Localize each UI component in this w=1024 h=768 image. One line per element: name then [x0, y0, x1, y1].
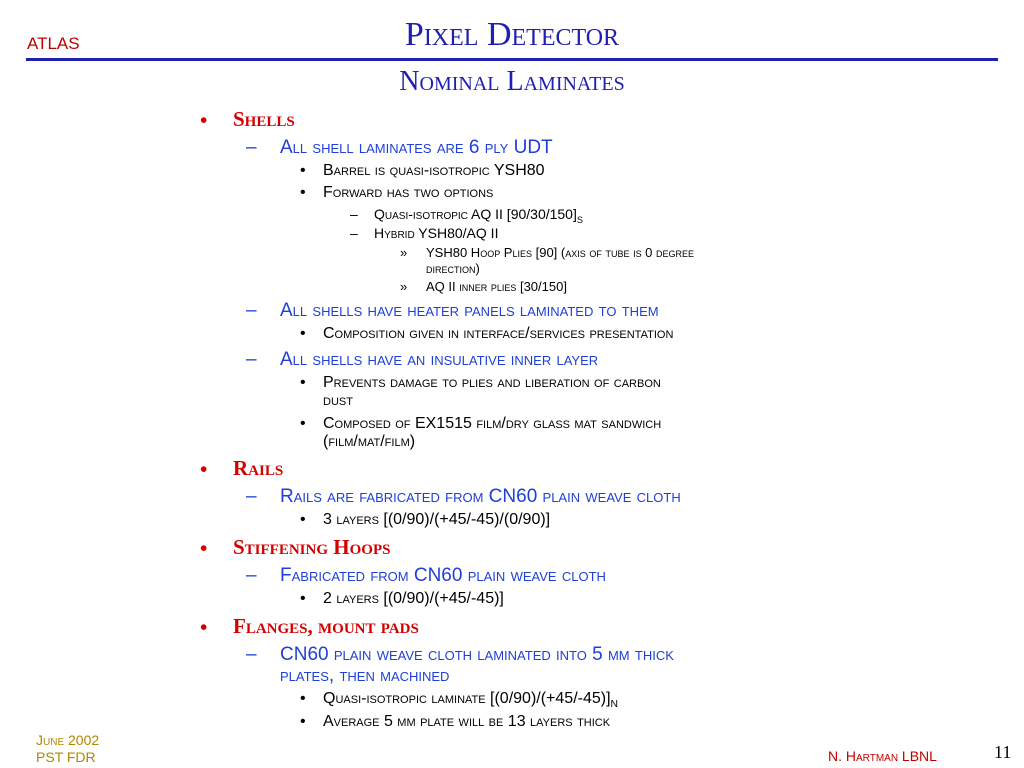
item-insulative-layer: All shells have an insulative inner layer — [280, 349, 599, 370]
bullet-level3: • — [300, 184, 306, 201]
dash-level4: – — [350, 225, 358, 241]
bullet-level3: • — [300, 415, 306, 432]
item-forward: Forward has two options — [323, 184, 494, 201]
dash-level2: – — [246, 486, 257, 507]
item-hybrid: Hybrid YSH80/AQ II — [374, 225, 499, 241]
page-number: 11 — [994, 742, 1012, 762]
bullet-level1: • — [200, 615, 208, 639]
bullet-level1: • — [200, 108, 208, 132]
item-hoops-layers: 2 layers [(0/90)/(+45/-45)] — [323, 590, 504, 607]
item-quasi-laminate: Quasi-isotropic laminate $[(0/90)/(+45/-45)]_N$ — [323, 690, 619, 711]
bullet-level3: • — [300, 511, 306, 528]
item-hoops-fabricated: Fabricated from CN60 plain weave cloth — [280, 565, 606, 586]
bullet-level3: • — [300, 162, 306, 179]
item-flanges-line1: CN60 plain weave cloth laminated into 5 mm thick — [280, 644, 674, 665]
chevron-level5: » — [400, 245, 408, 260]
chevron-level5: » — [400, 279, 408, 294]
dash-level4: – — [350, 206, 358, 222]
item-average-plate: Average 5 mm plate will be 13 layers thick — [323, 713, 611, 730]
bullet-level1: • — [200, 457, 208, 481]
item-heater-panels: All shells have heater panels laminated to them — [280, 300, 659, 321]
dash-level2: – — [246, 349, 257, 370]
slide-subtitle: Nominal Laminates — [399, 66, 625, 97]
heading-rails: Rails — [233, 456, 284, 480]
item-composed-line2: (film/mat/film) — [323, 433, 416, 450]
item-barrel: Barrel is quasi-isotropic YSH80 — [323, 162, 545, 179]
atlas-logo: ATLAS — [27, 34, 80, 53]
dash-level2: – — [246, 137, 257, 158]
bullet-level1: • — [200, 536, 208, 560]
item-rails-layers: 3 layers [(0/90)/(+45/-45)/(0/90)] — [323, 511, 551, 528]
footer-date: June 2002 — [36, 732, 100, 748]
heading-shells: Shells — [233, 107, 295, 131]
bullet-level3: • — [300, 713, 306, 730]
item-flanges-line2: plates, then machined — [280, 665, 450, 686]
item-hoop-plies-line1: YSH80 Hoop Plies [90] (axis of tube is 0 degree — [426, 245, 695, 260]
slide-title: Pixel Detector — [404, 16, 620, 53]
item-shell-laminates: All shell laminates are 6 ply UDT — [280, 137, 553, 158]
heading-flanges: Flanges, mount pads — [233, 614, 419, 638]
item-rails-fabricated: Rails are fabricated from CN60 plain weave cloth — [280, 486, 681, 507]
item-composed-line1: Composed of EX1515 film/dry glass mat sandwich — [323, 415, 662, 432]
heading-stiffening-hoops: Stiffening Hoops — [233, 535, 391, 559]
footer-event: PST FDR — [36, 749, 96, 765]
bullet-level3: • — [300, 590, 306, 607]
item-quasi-isotropic: Quasi-isotropic AQ II $[90/30/150]_S$ — [374, 206, 583, 225]
dash-level2: – — [246, 300, 257, 321]
dash-level2: – — [246, 565, 257, 586]
bullet-level3: • — [300, 325, 306, 342]
bullet-level3: • — [300, 690, 306, 707]
bullet-level3: • — [300, 374, 306, 391]
item-inner-plies: AQ II inner plies [30/150] — [426, 279, 567, 294]
footer-author: N. Hartman LBNL — [828, 748, 937, 764]
item-hoop-plies-line2: direction) — [426, 261, 480, 276]
item-prevents-line1: Prevents damage to plies and liberation of carbon — [323, 374, 661, 391]
item-composition: Composition given in interface/services presentation — [323, 325, 674, 342]
item-prevents-line2: dust — [323, 392, 353, 409]
dash-level2: – — [246, 644, 257, 665]
